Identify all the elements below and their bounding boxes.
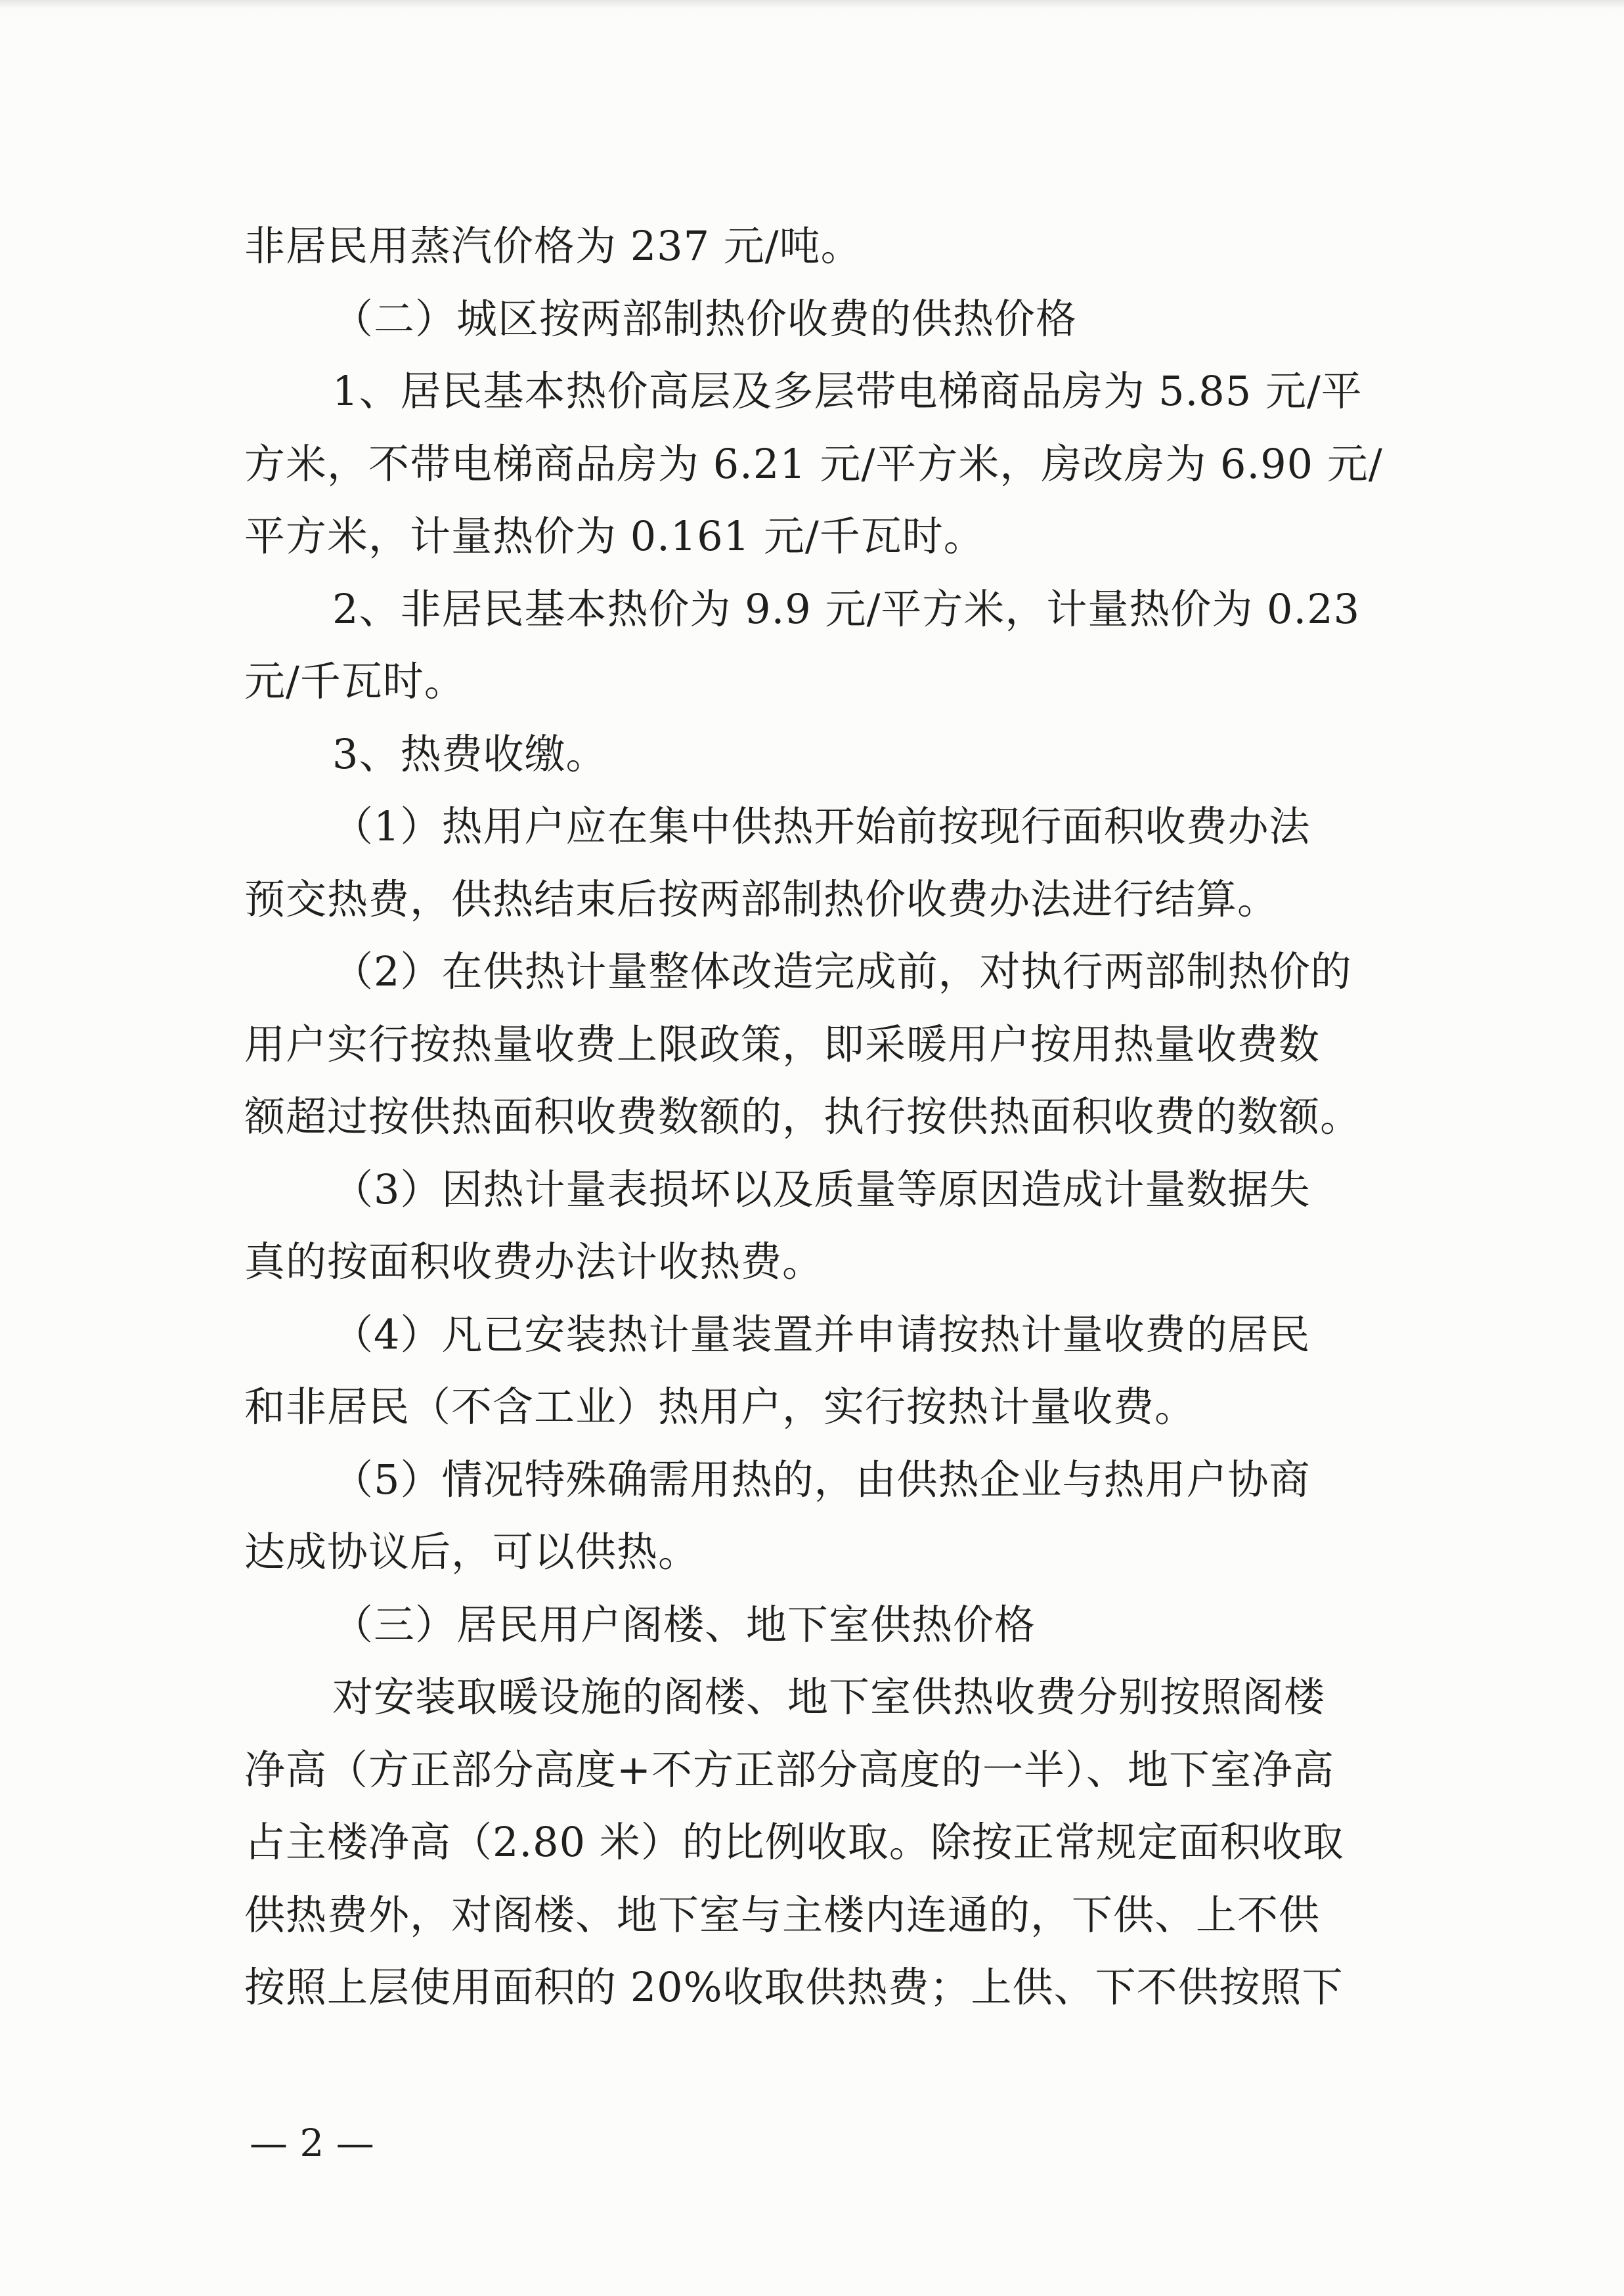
text-line-7: 元/千瓦时。 (244, 657, 466, 705)
scan-edge (0, 0, 1624, 9)
text-line-9: （1）热用户应在集中供热开始前按现行面积收费办法 (332, 802, 1311, 850)
text-line-15: 真的按面积收费办法计收热费。 (244, 1238, 824, 1286)
text-line-3: 1、居民基本热价高层及多层带电梯商品房为 5.85 元/平 (332, 367, 1363, 415)
text-line-17: 和非居民（不含工业）热用户，实行按热计量收费。 (244, 1383, 1196, 1431)
text-line-4: 方米，不带电梯商品房为 6.21 元/平方米，房改房为 6.90 元/ (244, 439, 1383, 488)
text-line-19: 达成协议后，可以供热。 (244, 1528, 700, 1576)
section-heading-two-part-pricing: （二）城区按两部制热价收费的供热价格 (332, 294, 1078, 343)
text-line-22: 净高（方正部分高度+不方正部分高度的一半）、地下室净高 (244, 1745, 1334, 1794)
text-line-12: 用户实行按热量收费上限政策，即采暖用户按用热量收费数 (244, 1020, 1321, 1068)
text-line-10: 预交热费，供热结束后按两部制热价收费办法进行结算。 (244, 875, 1279, 923)
text-line-14: （3）因热计量表损坏以及质量等原因造成计量数据失 (332, 1165, 1311, 1213)
section-heading-attic-basement: （三）居民用户阁楼、地下室供热价格 (332, 1600, 1036, 1649)
text-line-13: 额超过按供热面积收费数额的，执行按供热面积收费的数额。 (244, 1093, 1362, 1140)
text-line-21: 对安装取暖设施的阁楼、地下室供热收费分别按照阁楼 (332, 1673, 1326, 1721)
text-line-1: 非居民用蒸汽价格为 237 元/吨。 (244, 222, 862, 270)
page-number: — 2 — (250, 2121, 374, 2165)
subheading-fee-collection: 3、热费收缴。 (332, 729, 607, 778)
text-line-11: （2）在供热计量整体改造完成前，对执行两部制热价的 (332, 947, 1352, 995)
text-line-16: （4）凡已安装热计量装置并申请按热计量收费的居民 (332, 1310, 1311, 1358)
text-line-23: 占主楼净高（2.80 米）的比例收取。除按正常规定面积收取 (244, 1818, 1344, 1866)
text-line-18: （5）情况特殊确需用热的，由供热企业与热用户协商 (332, 1455, 1311, 1504)
text-line-25: 按照上层使用面积的 20%收取供热费；上供、下不供按照下 (244, 1963, 1344, 2011)
text-line-24: 供热费外，对阁楼、地下室与主楼内连通的，下供、上不供 (244, 1890, 1321, 1939)
document-body (244, 210, 1400, 2024)
text-line-5: 平方米，计量热价为 0.161 元/千瓦时。 (244, 512, 985, 560)
text-line-6: 2、非居民基本热价为 9.9 元/平方米，计量热价为 0.23 (332, 584, 1361, 633)
